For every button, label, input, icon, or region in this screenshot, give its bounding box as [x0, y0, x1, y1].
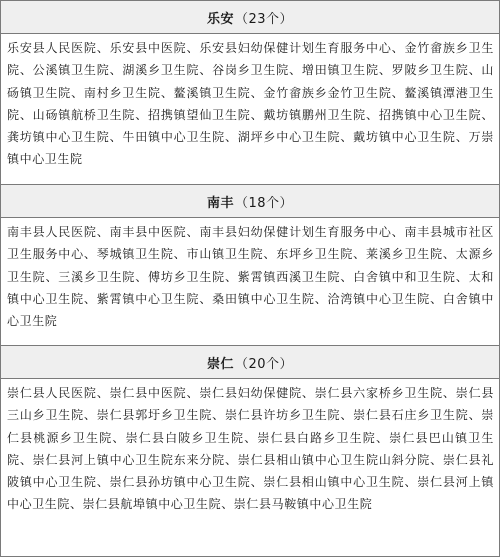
section-body-nanfeng: 南丰县人民医院、南丰县中医院、南丰县妇幼保健计划生育服务中心、南丰县城市社区卫生服务中心、琴城镇卫生院、市山镇卫生院、东坪乡卫生院、莱溪乡卫生院、太源乡卫生院、三溪乡卫生院、傅坊乡卫生院、紫霄镇西溪卫生院、白舍镇中和卫生院、太和镇中心卫生院、紫霄镇中心卫生院、桑田镇中心卫生院、洽湾镇中心卫生院、白舍镇中心卫生院 [7, 225, 494, 329]
section-title: 乐安 [206, 11, 234, 27]
section-count: （18个） [234, 195, 294, 211]
section-count: （23个） [234, 11, 294, 27]
section-header-nanfeng [1, 184, 499, 218]
section-title: 南丰 [206, 195, 234, 211]
section-body-lean: 乐安县人民医院、乐安县中医院、乐安县妇幼保健计划生育服务中心、金竹畲族乡卫生院、公溪镇卫生院、湖溪乡卫生院、谷岗乡卫生院、增田镇卫生院、罗陂乡卫生院、山砀镇卫生院、南村乡卫生院、鳌溪镇卫生院、金竹畲族乡金竹卫生院、鳌溪镇潭港卫生院、山砀镇航桥卫生院、招携镇望仙卫生院、戴坊镇鹏州卫生院、招携镇中心卫生院、龚坊镇中心卫生院、牛田镇中心卫生院、湖坪乡中心卫生院、戴坊镇中心卫生院、万崇镇中心卫生院 [7, 41, 494, 167]
section-body-chongren: 崇仁县人民医院、崇仁县中医院、崇仁县妇幼保健院、崇仁县六家桥乡卫生院、崇仁县三山乡卫生院、崇仁县郭圩乡卫生院、崇仁县许坊乡卫生院、崇仁县石庄乡卫生院、崇仁县桃源乡卫生院、崇仁县白陂乡卫生院、崇仁县白路乡卫生院、崇仁县巴山镇卫生院、崇仁县河上镇中心卫生院东来分院、崇仁县相山镇中心卫生院山斜分院、崇仁县礼陂镇中心卫生院、崇仁县孙坊镇中心卫生院、崇仁县相山镇中心卫生院、崇仁县河上镇中心卫生院、崇仁县航埠镇中心卫生院、崇仁县马鞍镇中心卫生院 [7, 386, 494, 512]
section-count: （20个） [234, 356, 294, 372]
section-header-chongren [1, 345, 499, 379]
section-title: 崇仁 [206, 356, 234, 372]
section-header-lean [1, 1, 499, 34]
